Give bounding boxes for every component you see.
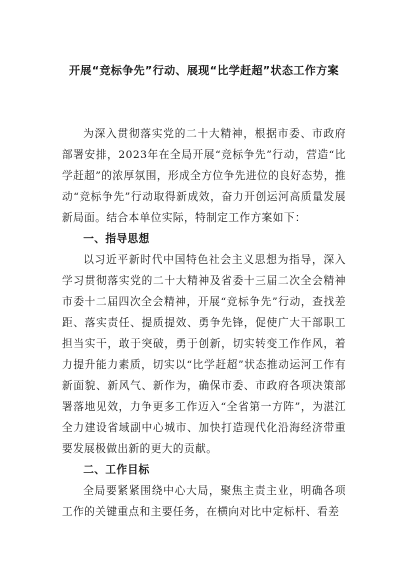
work-goals-paragraph: 全局要紧紧围绕中心大局，聚焦主责主业，明确各项工作的关键重点和主要任务，在横向对比中定标杆、看差	[62, 485, 346, 518]
section-heading-work-goals: 二、工作目标	[83, 464, 150, 476]
document-title: 开展“竞标争先”行动、展现“比学赶超”状态工作方案	[69, 64, 339, 77]
guiding-ideology-paragraph: 以习近平新时代中国特色社会主义思想为指导，深入学习贯彻落实党的二十大精神及省委十三届二次全会精神市委十二届四次全会精神，开展“竞标争先”行动，查找差距、落实责任、提质提效、勇争先锋，促使广大干部职工担当实干，敢于突破，勇于创新，切实转变工作作风，着力提升能力素质，切实以“比学赶超”状态推动运河工作有新面貌、新风气、新作为，确保市委、市政府各项决策部署落地见效，力争更多工作迈入“全省第一方阵”，为湛江全力建设省域副中心城市、加快打造现代化沿海经济带重要发展极做出新的更大的贡献。	[62, 254, 346, 455]
intro-paragraph: 为深入贯彻落实党的二十大精神，根据市委、市政府部署安排，2023年在全局开展“竞标争先”行动，营造“比学赶超”的浓厚氛围，形成全方位争先进位的良好态势，推动“竞标争先”行动取得新成效，奋力开创运河高质量发展新局面。结合本单位实际，特制定工作方案如下：	[62, 128, 346, 224]
section-heading-guiding-ideology: 一、指导思想	[83, 233, 150, 245]
